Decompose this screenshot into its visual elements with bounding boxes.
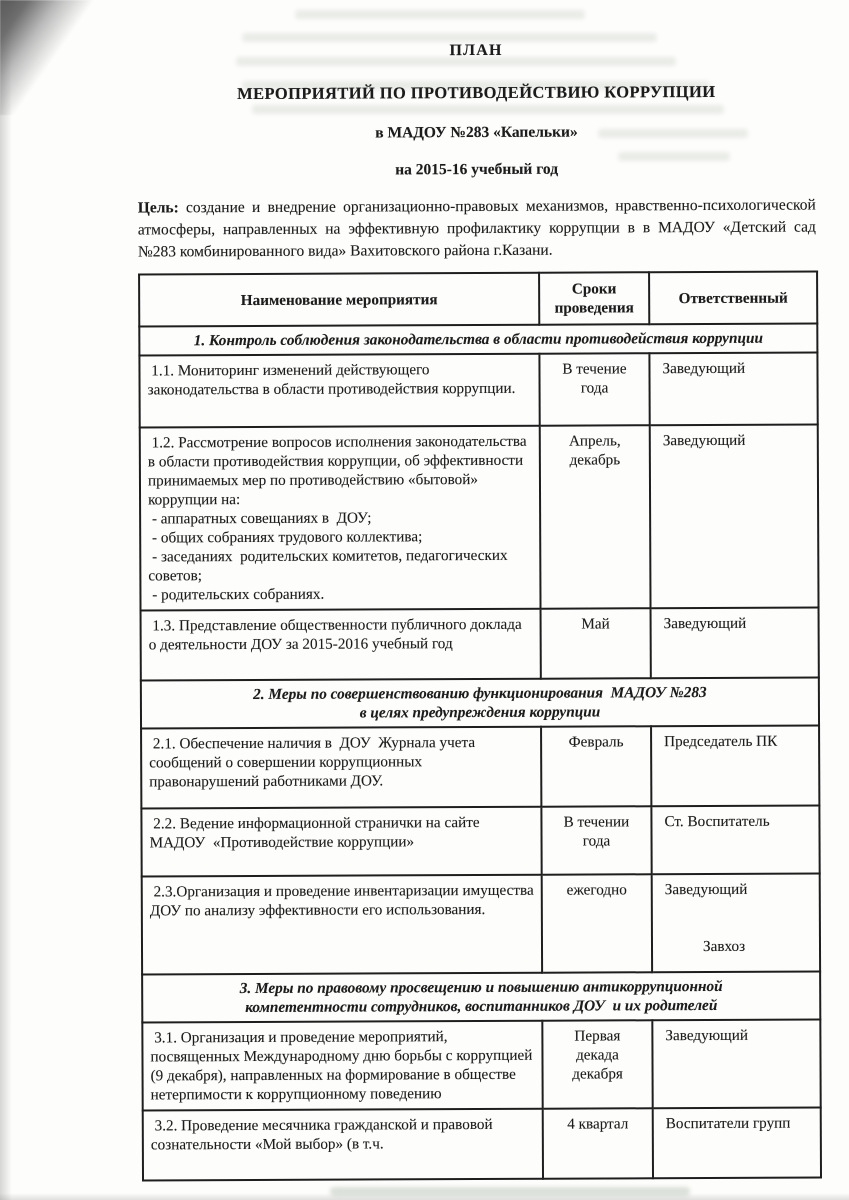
activity-cell: 2.1. Обеспечение наличия в ДОУ Журнала учета сообщений о совершении коррупционных правонарушений работниками ДОУ. [141, 727, 541, 809]
header-responsible: Ответственный [649, 272, 817, 325]
activity-cell: 1.3. Представление общественности публичного доклада о деятельности ДОУ за 2015-2016 учебный год [141, 609, 541, 681]
responsible-cell: Заведующий [650, 425, 819, 609]
table-row-3-2 [143, 1108, 821, 1181]
period-cell: Май [541, 608, 651, 678]
responsible-cell: Ст. Воспитатель [651, 806, 819, 875]
activity-cell: 2.3.Организация и проведение инвентаризации имущества ДОУ по анализу эффективности его использования. [142, 875, 542, 975]
section-title: 2. Меры по совершенствованию функционирования МАДОУ №283 в целях предупреждения коррупции [141, 678, 819, 729]
table-row-2-1 [141, 726, 819, 809]
period-cell: Февраль [541, 726, 651, 806]
doc-title-line1: ПЛАН [449, 41, 503, 60]
section-title: 1. Контроль соблюдения законодательства в области противодействия коррупции [139, 324, 817, 356]
doc-title-line4: на 2015-16 учебный год [395, 160, 559, 179]
responsible-cell: Заведующий [652, 1020, 820, 1109]
doc-title-line2: МЕРОПРИЯТИЙ ПО ПРОТИВОДЕЙСТВИЮ КОРРУПЦИИ [237, 81, 716, 104]
table-row-1-2 [140, 425, 819, 611]
responsible-cell: Заведующий Завхоз [652, 874, 820, 973]
responsible-cell: Заведующий [651, 608, 819, 679]
section-header-3 [142, 972, 820, 1023]
activity-cell: 1.1. Мониторинг изменений действующего законодательства в области противодействия коррупции. [139, 354, 539, 428]
table-row-2-2 [141, 806, 819, 877]
section-header-1 [139, 324, 817, 356]
header-activity: Наименование мероприятия [139, 273, 539, 327]
section-title: 3. Меры по правовому просвещению и повышению антикоррупционной компетентности сотрудников, воспитанников ДОУ и их родителей [142, 972, 820, 1023]
responsible-cell: Заведующий [649, 353, 817, 426]
page-fold-shadow [0, 0, 95, 115]
activity-cell: 2.2. Ведение информационной странички на сайте МАДОУ «Противодействие коррупции» [141, 807, 541, 877]
activity-cell: 3.2. Проведение месячника гражданской и правовой сознательности «Мой выбор» (в т.ч. [143, 1109, 543, 1181]
document-content [137, 29, 820, 1182]
activity-cell: 1.2. Рассмотрение вопросов исполнения законодательства в области противодействия коррупции, об эффективности принимаемых мер по противодействию «бытовой» коррупции на: - аппаратных совещаниях в ДОУ; - общих собраниях трудового коллектива; - заседаниях родительских комитетов, педагогических советов; - родительских собраниях. [140, 426, 541, 611]
activity-cell: 3.1. Организация и проведение мероприятий, посвященных Международному дню борьбы с коррупцией (9 декабря), направленных на формирование в обществе нетерпимости к коррупционному поведению [142, 1021, 542, 1111]
period-cell: 4 квартал [543, 1108, 653, 1178]
section-header-2 [141, 678, 819, 729]
header-period: Сроки проведения [539, 272, 649, 324]
responsible-cell: Председатель ПК [651, 726, 819, 807]
goal-paragraph [138, 195, 816, 264]
period-cell: Апрель, декабрь [540, 425, 651, 608]
period-cell: ежегодно [542, 874, 652, 972]
table-row-3-1 [142, 1020, 820, 1111]
table-row-1-3 [141, 608, 819, 681]
scan-edge-left [0, 0, 12, 1200]
goal-text: создание и внедрение организационно-правовых механизмов, нравственно-психологической атмосферы, направленных на эффективную профилактику коррупции в в МАДОУ «Детский сад №283 комбинированного вида» Вахитовского района г.Казани. [137, 196, 816, 261]
table-header-row [139, 272, 817, 327]
responsible-cell: Воспитатели групп [653, 1108, 821, 1179]
period-cell: В течение года [539, 353, 649, 425]
period-cell: Первая декада декабря [542, 1020, 652, 1108]
doc-title-line3: в МАДОУ №283 «Капельки» [375, 123, 578, 142]
period-cell: В течении года [541, 806, 651, 874]
table-row-2-3 [142, 874, 820, 975]
plan-table [138, 271, 822, 1182]
bleed-through-artifact [295, 10, 585, 19]
table-row-1-1 [139, 353, 817, 428]
scan-edge-bottom [0, 1193, 849, 1200]
goal-label: Цель: [137, 199, 179, 217]
